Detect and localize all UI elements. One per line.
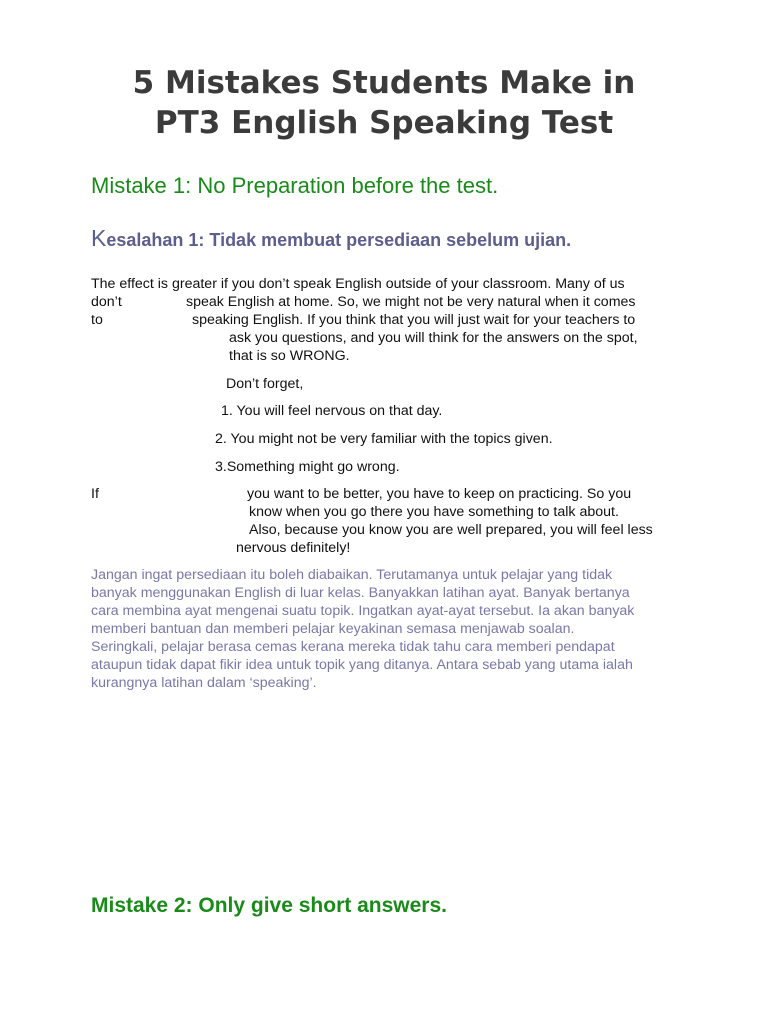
kesalahan-1-heading <box>91 225 571 252</box>
mistake-1-heading: Mistake 1: No Preparation before the test. <box>91 173 499 198</box>
paragraph-line: ask you questions, and you will think for the answers on the spot, <box>229 330 638 346</box>
paragraph-line: cara membina ayat mengenai suatu topik. Ingatkan ayat-ayat tersebut. Ia akan banyak <box>91 603 635 619</box>
paragraph-line: The effect is greater if you don’t speak English outside of your classroom. Many of us <box>91 276 625 292</box>
paragraph-line: kurangnya latihan dalam ‘speaking’. <box>91 675 317 691</box>
page-title-line-1: 5 Mistakes Students Make in <box>132 65 636 101</box>
paragraph-line: nervous definitely! <box>236 540 351 556</box>
list-item: 2. You might not be very familiar with the topics given. <box>215 431 553 447</box>
paragraph-line: that is so WRONG. <box>229 348 350 364</box>
list-item: 1. You will feel nervous on that day. <box>221 403 443 419</box>
paragraph-line: speak English at home. So, we might not be very natural when it comes <box>186 294 636 310</box>
paragraph-line: speaking English. If you think that you will just wait for your teachers to <box>192 312 636 328</box>
paragraph-line: don’t <box>91 294 122 310</box>
kesalahan-1-initial: K <box>91 225 107 251</box>
paragraph-line: memberi bantuan dan memberi pelajar keyakinan semasa menjawab soalan. <box>91 621 575 637</box>
paragraph-line: to <box>91 312 103 328</box>
page-title-line-2: PT3 English Speaking Test <box>154 105 614 141</box>
paragraph-line: ataupun tidak dapat fikir idea untuk topik yang ditanya. Antara sebab yang utama ialah <box>91 657 633 673</box>
paragraph-line: Also, because you know you are well prepared, you will feel less <box>249 522 653 538</box>
paragraph-line: you want to be better, you have to keep on practicing. So you <box>247 486 632 502</box>
paragraph-line: Seringkali, pelajar berasa cemas kerana mereka tidak tahu cara memberi pendapat <box>91 639 615 655</box>
paragraph-line: Jangan ingat persediaan itu boleh diabaikan. Terutamanya untuk pelajar yang tidak <box>91 567 613 583</box>
paragraph-line: If <box>91 486 99 502</box>
paragraph-line: know when you go there you have something to talk about. <box>249 504 619 520</box>
mistake-2-heading: Mistake 2: Only give short answers. <box>91 894 447 917</box>
dont-forget-label: Don’t forget, <box>226 376 304 392</box>
kesalahan-1-text: esalahan 1: Tidak membuat persediaan sebelum ujian. <box>106 230 572 250</box>
paragraph-line: banyak menggunakan English di luar kelas. Banyakkan latihan ayat. Banyak bertanya <box>91 585 630 601</box>
list-item: 3.Something might go wrong. <box>215 459 400 475</box>
